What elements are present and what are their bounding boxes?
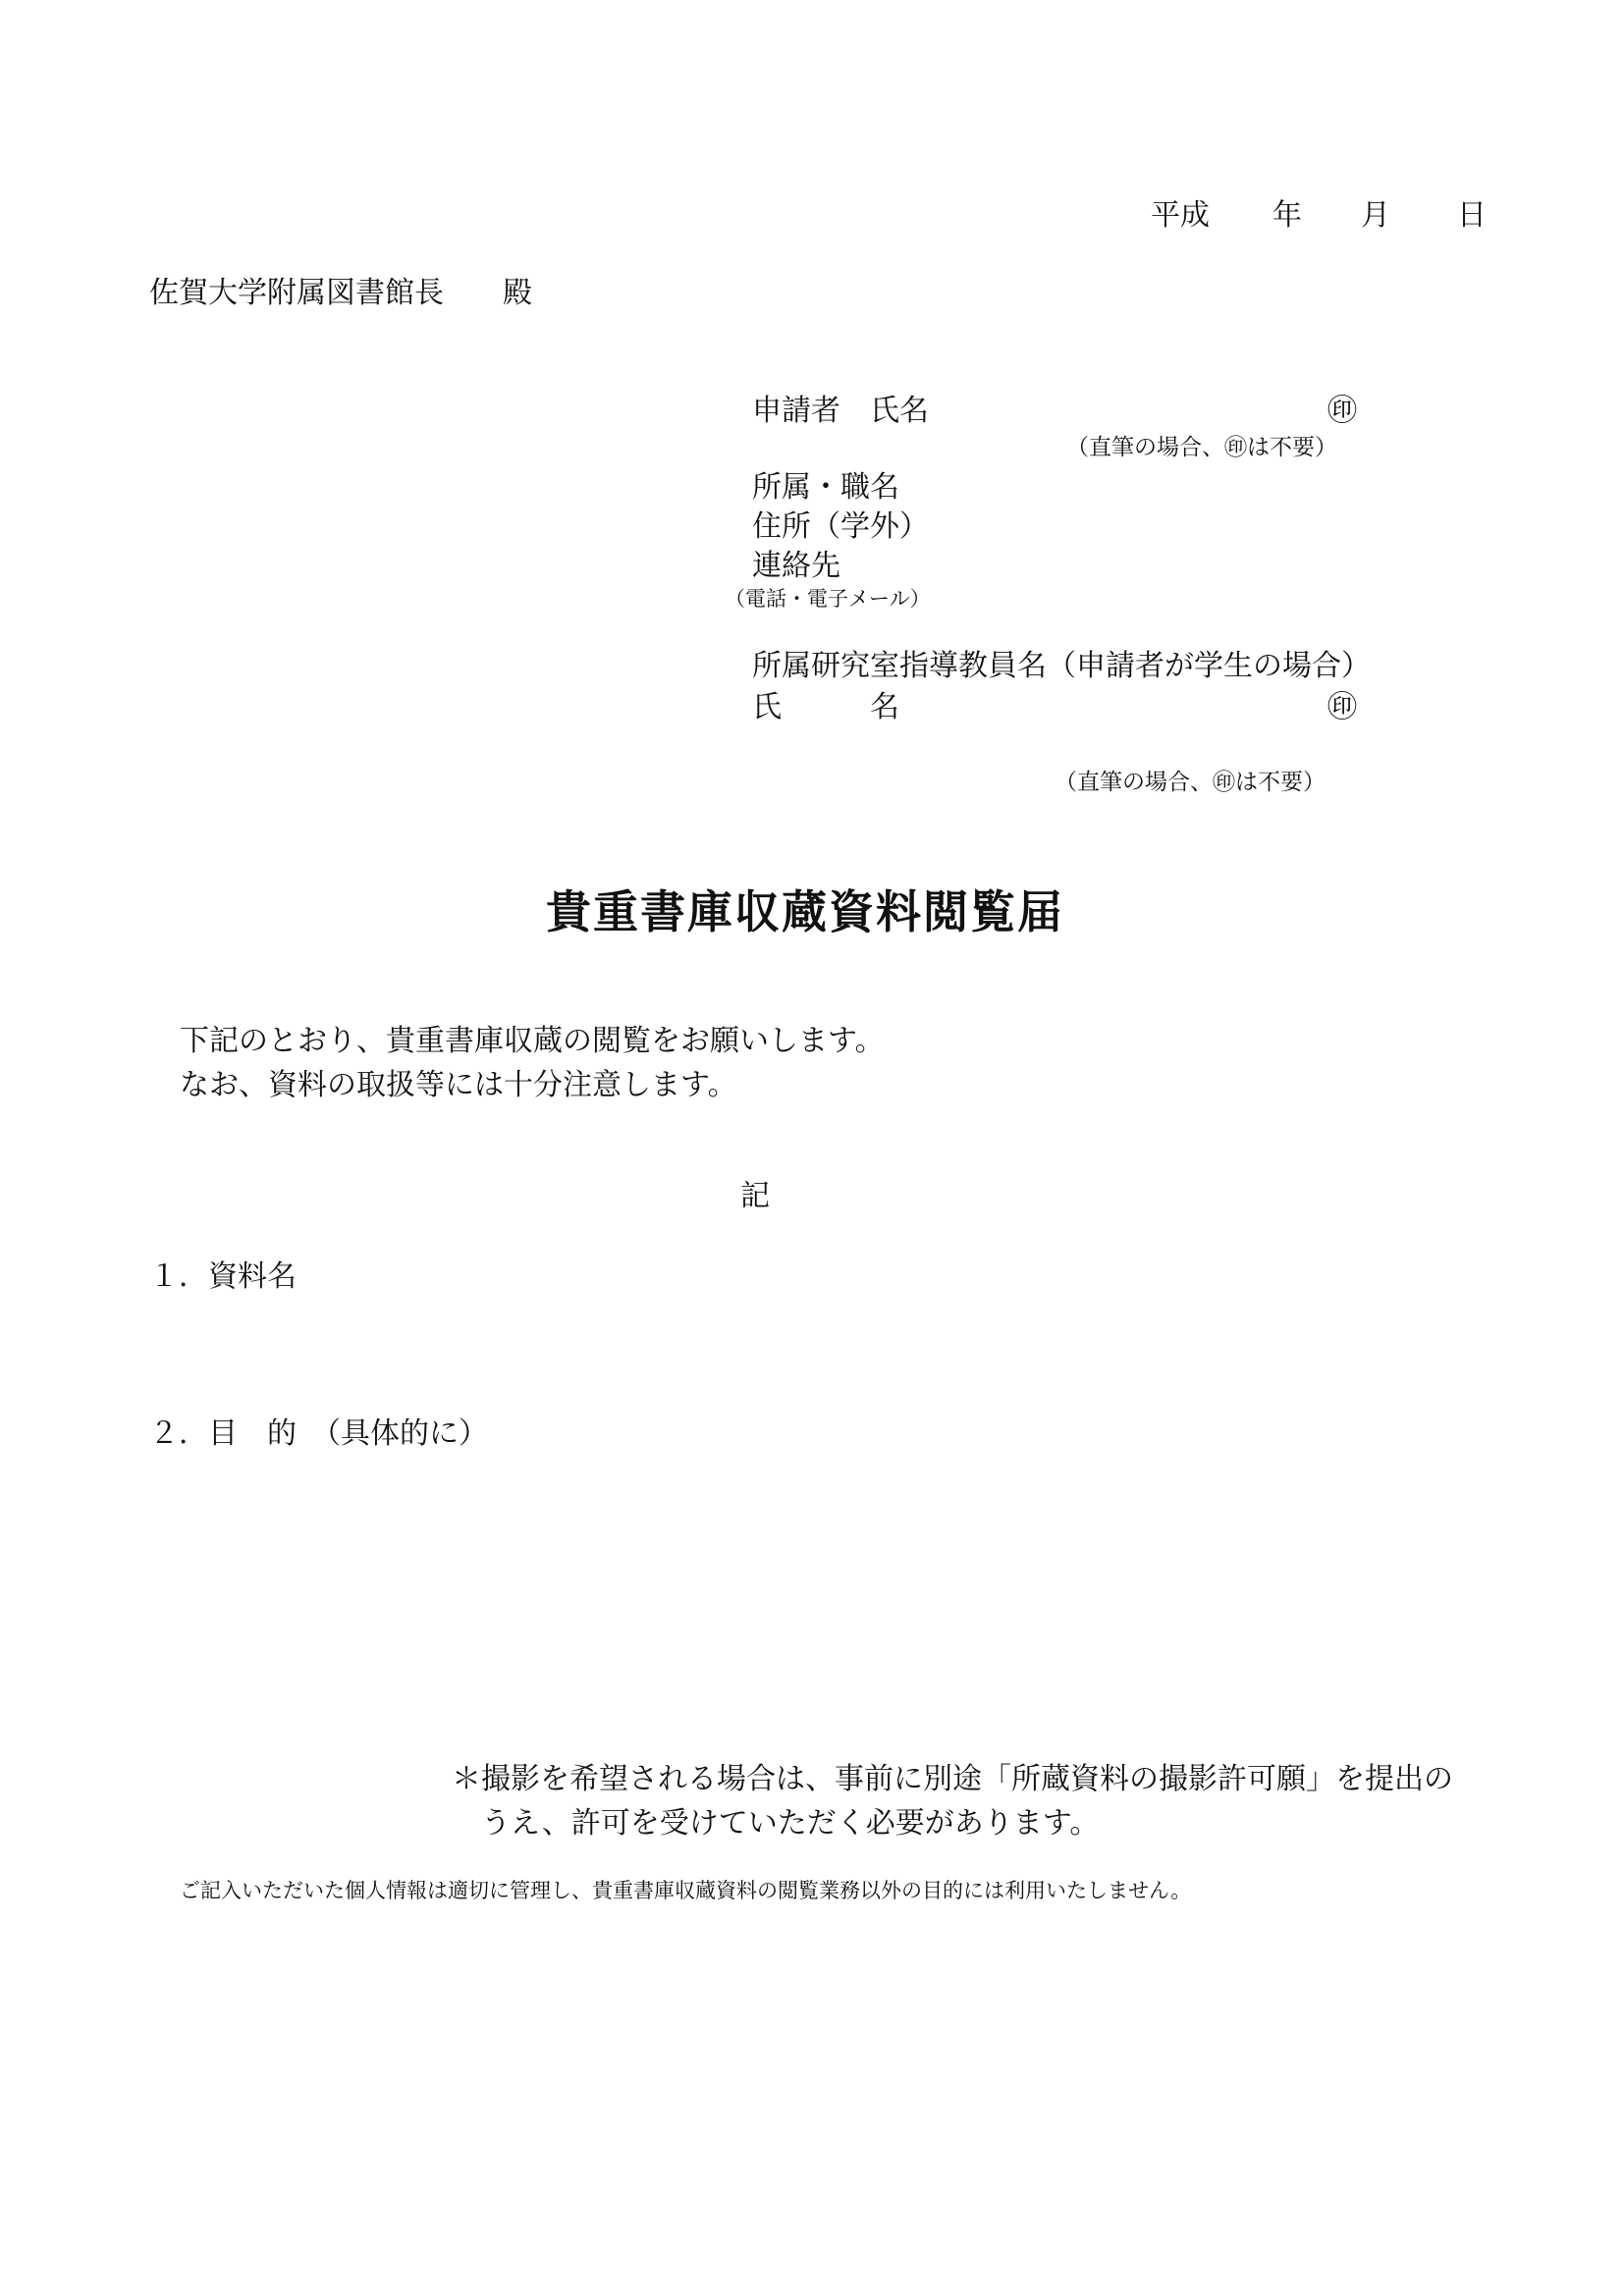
photography-note-line: ＊撮影を希望される場合は、事前に別途「所蔵資料の撮影許可願」を提出の: [452, 1762, 1453, 1796]
advisor-name-label: 氏 名: [752, 690, 899, 724]
request-statement: [180, 1019, 885, 1107]
date-year-label: 年: [1272, 198, 1302, 233]
item-purpose-label: ２．目 的 （具体的に）: [149, 1416, 488, 1451]
applicant-seal-mark: ㊞: [1327, 394, 1357, 428]
date-day-label: 日: [1457, 198, 1487, 233]
advisor-signature-note: （直筆の場合、㊞は不要）: [1055, 770, 1326, 795]
date-era: 平成: [1151, 198, 1210, 233]
applicant-contact-note: （電話・電子メール）: [725, 587, 931, 611]
privacy-note: ご記入いただいた個人情報は適切に管理し、貴重書庫収蔵資料の閲覧業務以外の目的には利用いたしません。: [180, 1879, 1192, 1902]
date-month-label: 月: [1361, 198, 1390, 233]
item-material-name-label: １．資料名: [149, 1259, 297, 1294]
applicant-signature-note: （直筆の場合、㊞は不要）: [1066, 435, 1337, 460]
applicant-affiliation-label: 所属・職名: [752, 470, 899, 505]
request-statement-line: 下記のとおり、貴重書庫収蔵の閲覧をお願いします。: [180, 1024, 885, 1058]
date-line: [1151, 198, 1487, 235]
advisor-seal-mark: ㊞: [1327, 690, 1357, 724]
photography-note-line: うえ、許可を受けていただく必要があります。: [481, 1806, 1100, 1841]
addressee: 佐賀大学附属図書館長 殿: [149, 276, 532, 310]
ki-label: 記: [740, 1179, 770, 1213]
photography-note: [452, 1757, 1453, 1845]
request-statement-line: なお、資料の取扱等には十分注意します。: [180, 1068, 737, 1102]
applicant-name-label: 申請者 氏名: [752, 394, 929, 428]
applicant-address-label: 住所（学外）: [752, 509, 929, 544]
document-title: 貴重書庫収蔵資料閲覧届: [546, 885, 1064, 938]
advisor-heading: 所属研究室指導教員名（申請者が学生の場合）: [752, 649, 1371, 683]
applicant-contact-label: 連絡先: [752, 549, 840, 583]
